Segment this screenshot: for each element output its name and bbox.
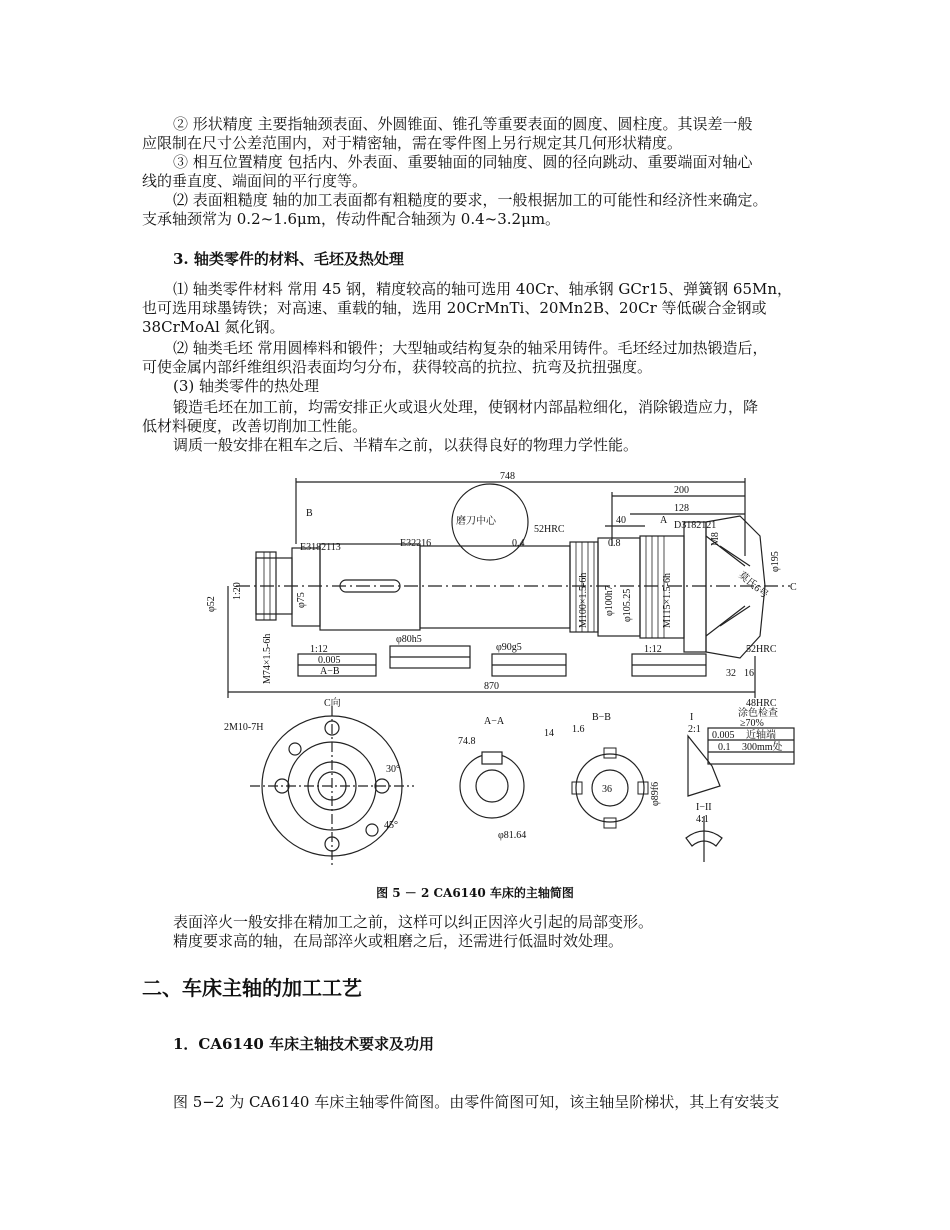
- paragraph-shape-precision-cont: 应限制在尺寸公差范围内，对于精密轴，需在零件图上另行规定其几何形状精度。: [142, 134, 683, 152]
- inspection-color: 涂色检查: [738, 708, 778, 719]
- paragraph-materials: ⑴ 轴类零件材料 常用 45 钢，精度较高的轴可选用 40Cr、轴承钢 GCr15、弹簧钢 65Mn，: [173, 280, 793, 298]
- section-aa: A−A: [484, 716, 505, 727]
- thread-m100: M100×1.5-6h: [578, 572, 589, 628]
- dim-870: 870: [484, 681, 499, 692]
- grinding-center-label: 磨刀中心: [456, 516, 496, 527]
- dia-105: φ105.25: [622, 588, 633, 622]
- detail-i-scale: 2:1: [688, 724, 701, 735]
- dim-16: 16: [744, 668, 754, 679]
- dim-14: 14: [544, 728, 554, 739]
- paragraph-position-precision-cont: 线的垂直度、端面间的平行度等。: [142, 172, 368, 190]
- dia-80h5: φ80h5: [396, 634, 422, 645]
- thread-m74: M74×1.5-6h: [262, 633, 273, 684]
- taper-120: 1:20: [232, 582, 243, 600]
- angle-45: 45°: [384, 820, 398, 831]
- code-e3182113: E3182113: [300, 542, 341, 553]
- section-heading-tech-req: 1．CA6140 车床主轴技术要求及功用: [173, 1035, 434, 1053]
- roughness-04: 0.4: [512, 538, 525, 549]
- dia-195: φ195: [770, 551, 781, 572]
- tolerance-005: 0.005: [318, 655, 341, 666]
- paragraph-blank: ⑵ 轴类毛坯 常用圆棒料和锻件；大型轴或结构复杂的轴采用铸件。毛坯经过加热锻造后，: [173, 339, 768, 357]
- paragraph-shape-precision: ② 形状精度 主要指轴颈表面、外圆锥面、锥孔等重要表面的圆度、圆柱度。其误差一般: [173, 115, 753, 133]
- dim-40: 40: [616, 515, 626, 526]
- dia-89f6: φ89f6: [650, 781, 661, 806]
- paragraph-roughness: ⑵ 表面粗糙度 轴的加工表面都有粗糙度的要求，一般根据加工的可能性和经济性来确定。: [173, 191, 768, 209]
- section-bb: B−B: [592, 712, 611, 723]
- inspection-01: 0.1: [718, 742, 731, 753]
- inspection-300mm: 300mm处: [742, 742, 783, 753]
- chapter-heading: 二、车床主轴的加工工艺: [142, 976, 362, 1000]
- hardness-52hrc: 52HRC: [534, 524, 565, 535]
- dim-748-aa: 74.8: [458, 736, 476, 747]
- thread-m115: M115×1.5-6h: [662, 573, 673, 628]
- roughness-16: 1.6: [572, 724, 585, 735]
- hardness-52hrc-b: 52HRC: [746, 644, 777, 655]
- view-c-label: C向: [324, 698, 341, 709]
- morse-taper: 莫氏6号: [736, 569, 770, 601]
- dia-90g5: φ90g5: [496, 642, 522, 653]
- dim-748: 748: [500, 471, 515, 482]
- taper-ratio: 1:12: [310, 644, 328, 655]
- paragraph-materials-cont1: 也可选用球墨铸铁；对高速、重载的轴，选用 20CrMnTi、20Mn2B、20Cr 等低碳合金钢或: [142, 299, 767, 317]
- inspection-70: ≥70%: [740, 718, 764, 729]
- figure-caption: 图 5 － 2 CA6140 车床的主轴简图: [376, 886, 574, 900]
- angle-30: 30°: [386, 764, 400, 775]
- thread-2m10: 2M10-7H: [224, 722, 264, 733]
- detail-i: I: [690, 712, 694, 723]
- dim-200: 200: [674, 485, 689, 496]
- dim-36: 36: [602, 784, 612, 795]
- paragraph-forging: 锻造毛坯在加工前，均需安排正火或退火处理，使钢材内部晶粒细化，消除锻造应力，降: [173, 398, 759, 416]
- datum-a: A: [660, 515, 668, 526]
- dim-128: 128: [674, 503, 689, 514]
- hardness-48hrc: 48HRC: [746, 698, 777, 709]
- code-d3182121: D3182121: [674, 520, 717, 531]
- dia-52: φ52: [206, 596, 217, 612]
- paragraph-position-precision: ③ 相互位置精度 包括内、外表面、重要轴面的同轴度、圆的径向跳动、重要端面对轴心: [173, 153, 753, 171]
- paragraph-materials-cont2: 38CrMoAl 氮化钢。: [142, 318, 285, 336]
- section-heading-materials: 3. 轴类零件的材料、毛坯及热处理: [173, 250, 404, 268]
- thread-m8: M8: [710, 532, 721, 546]
- paragraph-forging-cont: 低材料硬度，改善切削加工性能。: [142, 417, 368, 435]
- dia-100h7: φ100h7: [604, 585, 615, 616]
- roughness-08: 0.8: [608, 538, 621, 549]
- paragraph-quench-temper: 调质一般安排在粗车之后、半精车之前，以获得良好的物理力学性能。: [173, 436, 639, 454]
- inspection-0005: 0.005: [712, 730, 735, 741]
- dia-75: φ75: [296, 592, 307, 608]
- dim-32: 32: [726, 668, 736, 679]
- detail-i-ii-scale: 4:1: [696, 814, 709, 825]
- paragraph-surface-quench: 表面淬火一般安排在精加工之前，这样可以纠正因淬火引起的局部变形。: [173, 913, 654, 931]
- label-c: C: [790, 582, 797, 593]
- paragraph-heat-title: (3) 轴类零件的热处理: [173, 377, 320, 395]
- paragraph-roughness-cont: 支承轴颈常为 0.2~1.6μm，传动件配合轴颈为 0.4~3.2μm。: [142, 210, 561, 228]
- datum-b: B: [306, 508, 313, 519]
- paragraph-blank-cont: 可使金属内部纤维组织沿表面均匀分布，获得较高的抗拉、抗弯及抗扭强度。: [142, 358, 653, 376]
- paragraph-aging: 精度要求高的轴，在局部淬火或粗磨之后，还需进行低温时效处理。: [173, 932, 624, 950]
- spindle-drawing: [200, 466, 800, 876]
- inspection-near-end: 近轴端: [746, 730, 776, 741]
- tolerance-ab: A−B: [320, 666, 340, 677]
- dia-8164: φ81.64: [498, 830, 527, 841]
- paragraph-figure-intro: 图 5−2 为 CA6140 车床主轴零件简图。由零件简图可知，该主轴呈阶梯状，其上有安装支: [173, 1093, 780, 1111]
- detail-i-ii: I−II: [696, 802, 712, 813]
- code-e32216: E32216: [400, 538, 432, 549]
- taper-ratio-2: 1:12: [644, 644, 662, 655]
